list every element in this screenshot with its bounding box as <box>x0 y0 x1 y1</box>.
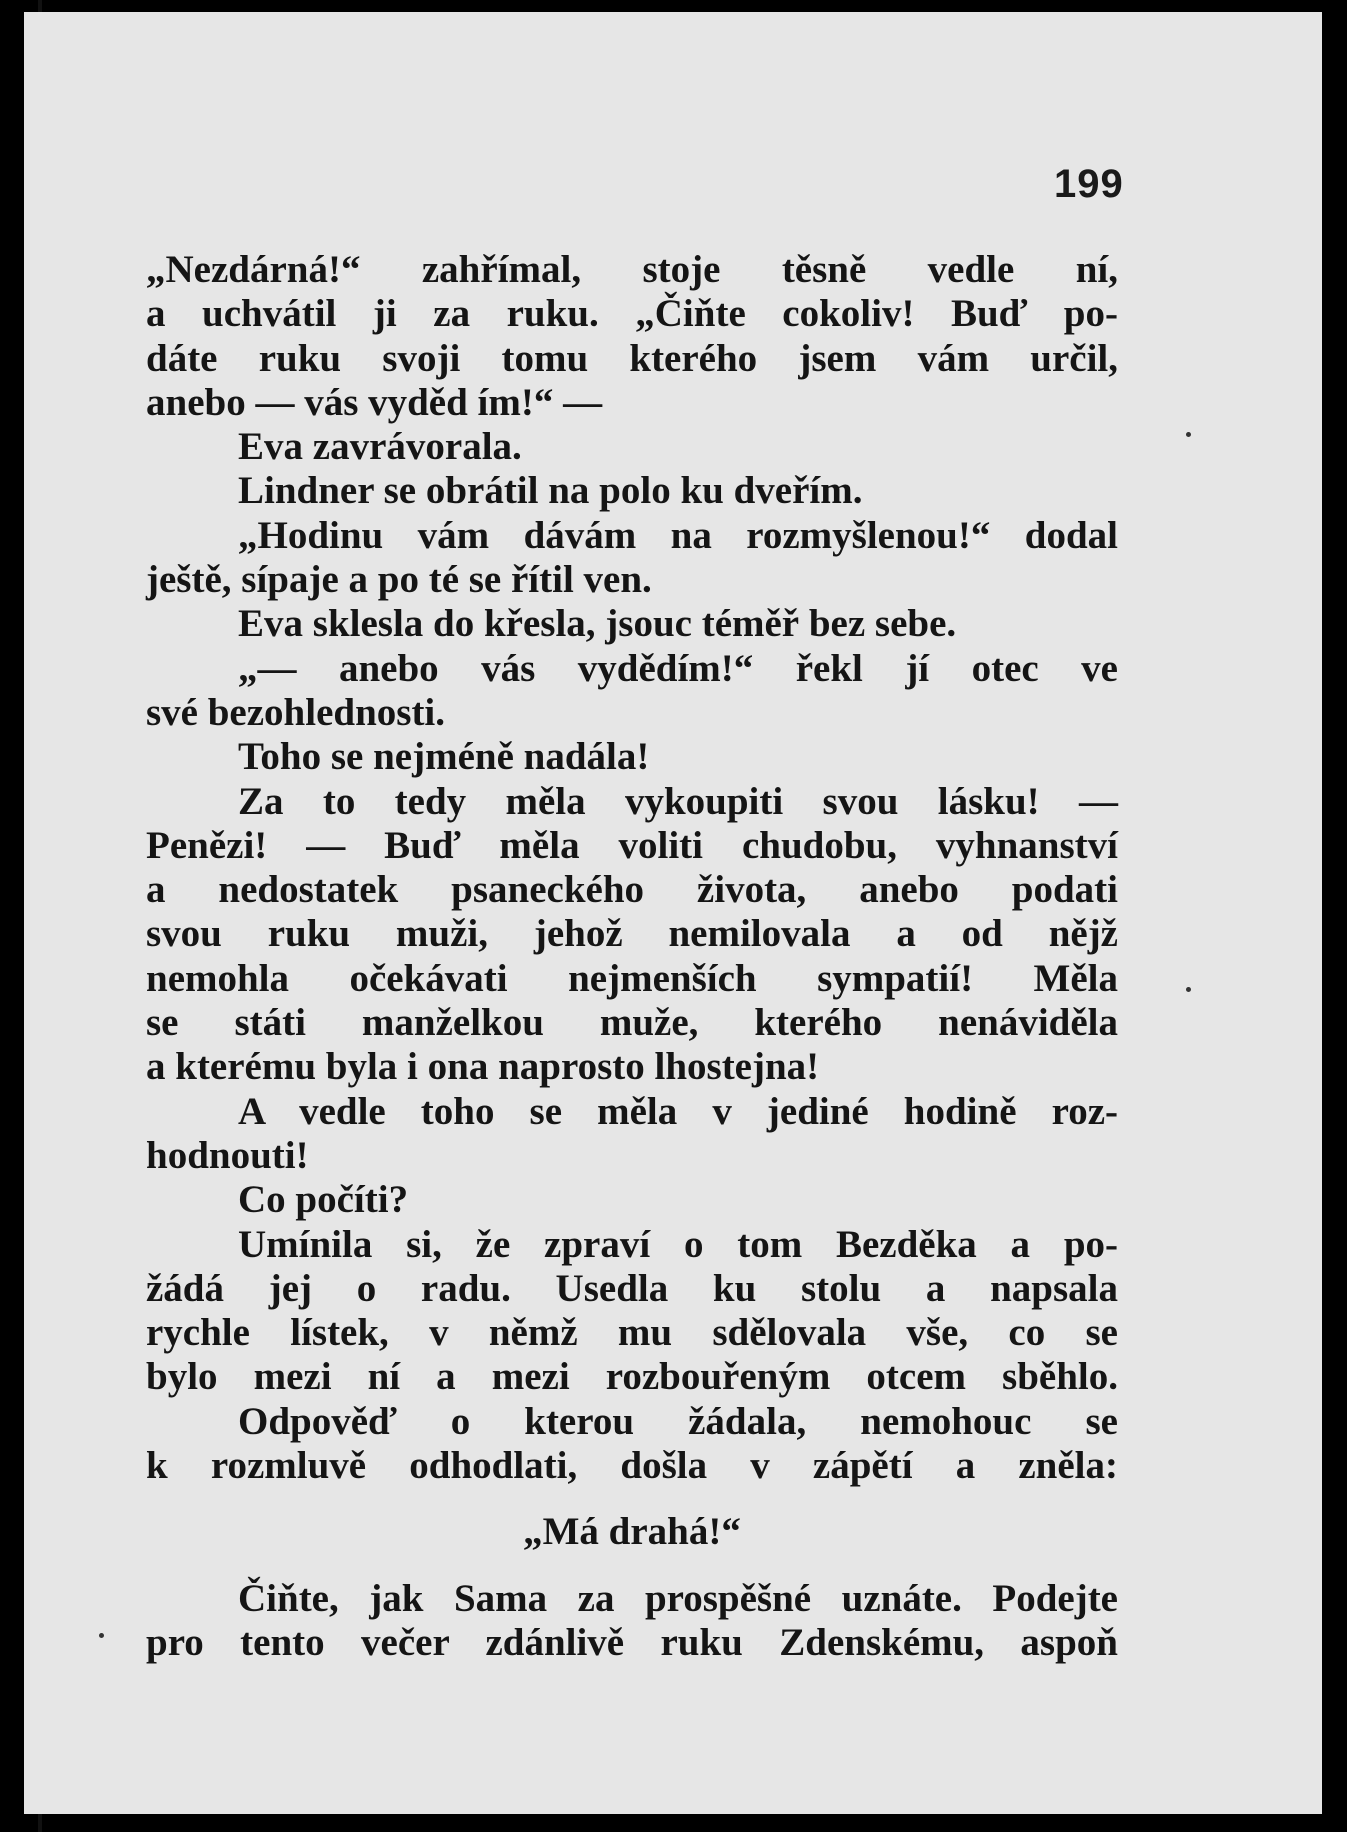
text-line: anebo — vás vyděd ím!“ — <box>146 380 603 424</box>
text-line: ještě, sípaje a po té se řítil ven. <box>146 558 652 602</box>
text-line: hodnouti! <box>146 1133 309 1177</box>
text-line: rychle lístek, v němž mu sdělovala vše, co se <box>146 1311 1118 1355</box>
text-line: k rozmluvě odhodlati, došla v zápětí a zněla: <box>146 1444 1118 1488</box>
text-line: Eva zavrávorala. <box>238 425 522 469</box>
text-line: pro tento večer zdánlivě ruku Zdenskému, aspoň <box>146 1620 1118 1664</box>
text-line: žádá jej o radu. Usedla ku stolu a napsala <box>146 1266 1118 1310</box>
print-speck <box>1186 432 1191 437</box>
text-line: „Nezdárná!“ zahřímal, stoje těsně vedle ní, <box>146 248 1118 291</box>
text-line: „Hodinu vám dávám na rozmyšlenou!“ dodal <box>238 513 1118 557</box>
book-page <box>24 12 1322 1814</box>
text-line: svou ruku muži, jehož nemilovala a od nějž <box>146 912 1118 956</box>
text-line: Lindner se obrátil na polo ku dveřím. <box>238 469 863 513</box>
body-text <box>146 248 1118 1665</box>
text-line: se státi manželkou muže, kterého nenáviděla <box>146 1001 1118 1045</box>
text-line: Co počíti? <box>238 1178 409 1222</box>
text-line: Penězi! — Buď měla voliti chudobu, vyhnanství <box>146 823 1118 867</box>
text-line: a nedostatek psaneckého života, anebo podati <box>146 868 1118 912</box>
text-line: nemohla očekávati nejmenších sympatií! Měla <box>146 956 1118 1000</box>
print-speck <box>1186 987 1191 992</box>
text-line: své bezohlednosti. <box>146 690 446 734</box>
text-line: Čiňte, jak Sama za prospěšné uznáte. Podejte <box>238 1576 1118 1620</box>
text-line: Umínila si, že zpraví o tom Bezděka a po- <box>238 1222 1118 1266</box>
page-number: 199 <box>1054 162 1124 206</box>
print-speck <box>99 1633 104 1638</box>
text-line: Toho se nejméně nadála! <box>238 735 650 779</box>
text-line: „Má drahá!“ <box>523 1510 741 1554</box>
text-line: A vedle toho se měla v jediné hodině roz- <box>238 1089 1118 1133</box>
text-line: Eva sklesla do křesla, jsouc téměř bez sebe. <box>238 602 957 646</box>
text-line: a kterému byla i ona naprosto lhostejna! <box>146 1045 820 1089</box>
text-line: bylo mezi ní a mezi rozbouřeným otcem sběhlo. <box>146 1355 1118 1399</box>
text-line: dáte ruku svoji tomu kterého jsem vám určil, <box>146 336 1118 380</box>
text-line: „— anebo vás vydědím!“ řekl jí otec ve <box>238 646 1118 690</box>
text-line: Odpověď o kterou žádala, nemohouc se <box>238 1399 1118 1443</box>
text-line: a uchvátil ji za ruku. „Čiňte cokoliv! Buď po- <box>146 292 1118 336</box>
text-line: Za to tedy měla vykoupiti svou lásku! — <box>238 779 1118 823</box>
